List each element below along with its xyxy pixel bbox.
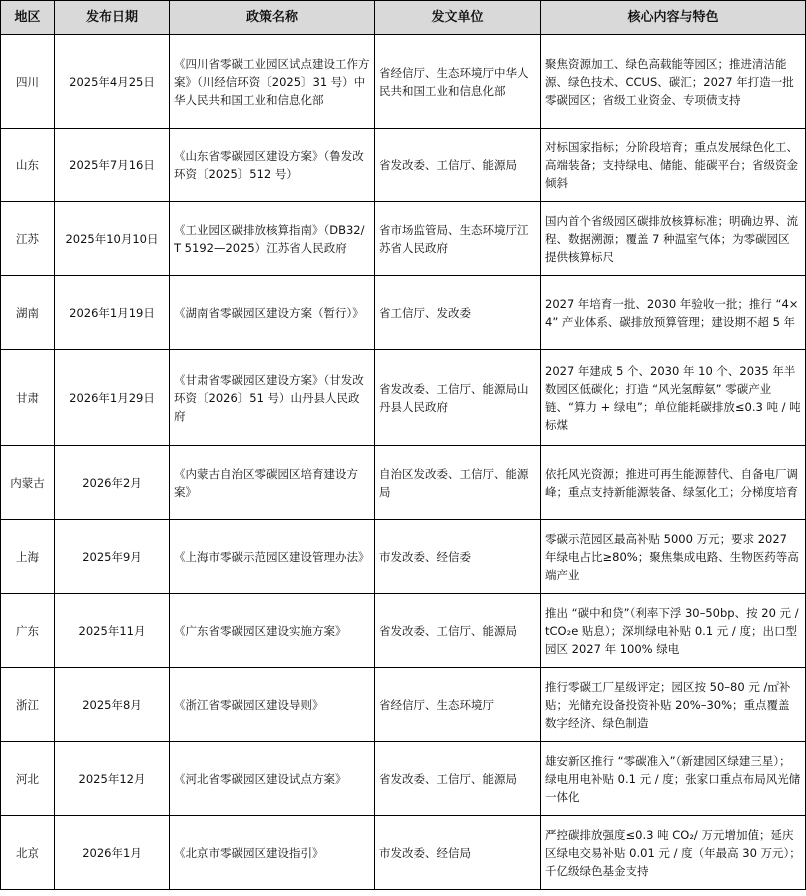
policy-name-cell: 《上海市零碳示范园区建设管理办法》 [170, 520, 375, 594]
issuer-cell: 市发改委、经信委 [375, 520, 541, 594]
date-cell: 2026年2月 [55, 446, 170, 520]
policy-name-cell: 《内蒙古自治区零碳园区培育建设方案》 [170, 446, 375, 520]
date-cell: 2026年1月19日 [55, 276, 170, 350]
policy-name-cell: 《甘肃省零碳园区建设方案》（甘发改环资〔2026〕51 号）山丹县人民政府 [170, 350, 375, 446]
table-row [1, 129, 806, 202]
issuer-cell: 省工信厅、发改委 [375, 276, 541, 350]
date-cell: 2025年11月 [55, 594, 170, 668]
content-cell: 推行零碳工厂星级评定；园区按 50–80 元 /㎡补贴；光储充设备投资补贴 20%–30%；重点覆盖数字经济、绿色制造 [541, 668, 806, 742]
region-cell: 浙江 [1, 668, 55, 742]
content-cell: 国内首个省级园区碳排放核算标准；明确边界、流程、数据溯源；覆盖 7 种温室气体；为零碳园区提供核算标尺 [541, 202, 806, 276]
region-cell: 河北 [1, 742, 55, 816]
issuer-cell: 省发改委、工信厅、能源局 [375, 594, 541, 668]
issuer-cell: 省经信厅、生态环境厅 [375, 668, 541, 742]
header-row [1, 1, 806, 35]
table-row [1, 276, 806, 350]
region-cell: 湖南 [1, 276, 55, 350]
policy-name-cell: 《北京市零碳园区建设指引》 [170, 816, 375, 890]
policy-name-cell: 《山东省零碳园区建设方案》（鲁发改环资〔2025〕512 号） [170, 129, 375, 202]
content-cell: 对标国家指标；分阶段培育；重点发展绿色化工、高端装备；支持绿电、储能、能碳平台；省级资金倾斜 [541, 129, 806, 202]
policy-name-cell: 《浙江省零碳园区建设导则》 [170, 668, 375, 742]
region-cell: 广东 [1, 594, 55, 668]
table-row [1, 35, 806, 129]
content-cell: 聚焦资源加工、绿色高载能等园区；推进清洁能源、绿色技术、CCUS、碳汇；2027 年打造一批零碳园区；省级工业资金、专项债支持 [541, 35, 806, 129]
policy-name-cell: 《湖南省零碳园区建设方案（暂行）》 [170, 276, 375, 350]
date-cell: 2025年7月16日 [55, 129, 170, 202]
content-cell: 2027 年培育一批、2030 年验收一批；推行 “4×4” 产业体系、碳排放预算管理；建设期不超 5 年 [541, 276, 806, 350]
date-cell: 2026年1月29日 [55, 350, 170, 446]
policy-name-cell: 《广东省零碳园区建设实施方案》 [170, 594, 375, 668]
header-issuer: 发文单位 [375, 1, 541, 35]
region-cell: 四川 [1, 35, 55, 129]
content-cell: 雄安新区推行 “零碳准入”（新建园区绿建三星）；绿电用电补贴 0.1 元 / 度；张家口重点布局风光储一体化 [541, 742, 806, 816]
table-row [1, 202, 806, 276]
table-row [1, 350, 806, 446]
region-cell: 内蒙古 [1, 446, 55, 520]
table-row [1, 520, 806, 594]
region-cell: 江苏 [1, 202, 55, 276]
region-cell: 北京 [1, 816, 55, 890]
issuer-cell: 省市场监管局、生态环境厅江苏省人民政府 [375, 202, 541, 276]
content-cell: 推出 “碳中和贷”（利率下浮 30–50bp、按 20 元 /tCO₂e 贴息）；深圳绿电补贴 0.1 元 / 度；出口型园区 2027 年 100% 绿电 [541, 594, 806, 668]
issuer-cell: 省发改委、工信厅、能源局 [375, 742, 541, 816]
header-policy-name: 政策名称 [170, 1, 375, 35]
date-cell: 2025年4月25日 [55, 35, 170, 129]
table-row [1, 816, 806, 890]
header-region: 地区 [1, 1, 55, 35]
date-cell: 2025年8月 [55, 668, 170, 742]
policy-name-cell: 《工业园区碳排放核算指南》（DB32/T 5192—2025）江苏省人民政府 [170, 202, 375, 276]
table-row [1, 668, 806, 742]
content-cell: 零碳示范园区最高补贴 5000 万元；要求 2027 年绿电占比≥80%；聚焦集成电路、生物医药等高端产业 [541, 520, 806, 594]
header-content: 核心内容与特色 [541, 1, 806, 35]
region-cell: 山东 [1, 129, 55, 202]
content-cell: 依托风光资源；推进可再生能源替代、自备电厂调峰；重点支持新能源装备、绿氢化工；分梯度培育 [541, 446, 806, 520]
content-cell: 2027 年建成 5 个、2030 年 10 个、2035 年半数园区低碳化；打造 “风光氢醇氨” 零碳产业链、“算力 + 绿电”；单位能耗碳排放≤0.3 吨 / 吨标煤 [541, 350, 806, 446]
issuer-cell: 省发改委、工信厅、能源局 [375, 129, 541, 202]
date-cell: 2025年9月 [55, 520, 170, 594]
region-cell: 甘肃 [1, 350, 55, 446]
table-row [1, 446, 806, 520]
date-cell: 2025年10月10日 [55, 202, 170, 276]
date-cell: 2025年12月 [55, 742, 170, 816]
issuer-cell: 市发改委、经信局 [375, 816, 541, 890]
policy-name-cell: 《河北省零碳园区建设试点方案》 [170, 742, 375, 816]
table-row [1, 594, 806, 668]
issuer-cell: 自治区发改委、工信厅、能源局 [375, 446, 541, 520]
table-row [1, 742, 806, 816]
content-cell: 严控碳排放强度≤0.3 吨 CO₂/ 万元增加值；延庆区绿电交易补贴 0.01 元 / 度（年最高 30 万元）；千亿级绿色基金支持 [541, 816, 806, 890]
issuer-cell: 省经信厅、生态环境厅中华人民共和国工业和信息化部 [375, 35, 541, 129]
issuer-cell: 省发改委、工信厅、能源局山丹县人民政府 [375, 350, 541, 446]
header-date: 发布日期 [55, 1, 170, 35]
policy-name-cell: 《四川省零碳工业园区试点建设工作方案》（川经信环资〔2025〕31 号）中华人民共和国工业和信息化部 [170, 35, 375, 129]
region-cell: 上海 [1, 520, 55, 594]
date-cell: 2026年1月 [55, 816, 170, 890]
